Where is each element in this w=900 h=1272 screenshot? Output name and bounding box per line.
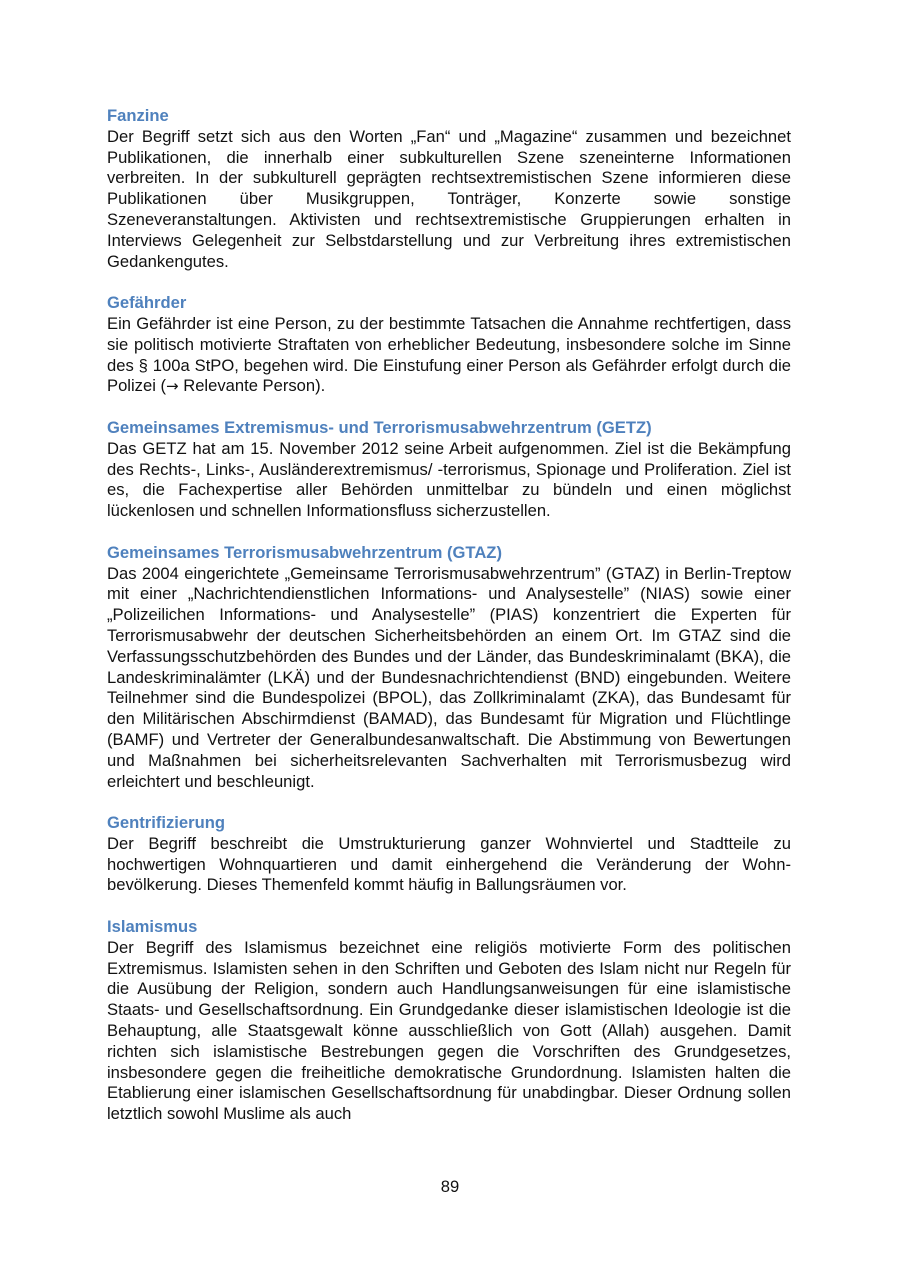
entry-text <box>107 314 791 397</box>
arrow-right-icon: → <box>166 377 179 396</box>
glossary-entry-fanzine <box>107 106 791 272</box>
entry-heading: Gemeinsames Terrorismusabwehrzentrum (GTAZ) <box>107 542 502 562</box>
entry-heading: Gentrifizierung <box>107 813 226 833</box>
glossary-entry-gefaehrder <box>107 293 791 397</box>
glossary-entry-islamismus <box>107 917 791 1125</box>
entry-text: Das GETZ hat am 15. November 2012 seine Arbeit aufgenommen. Ziel ist die Bekämpfung des Rechts-, Links-, Ausländerextremismus/ -terrorismus, Spionage und Proliferation. Ziel ist es, die Fachexpertise aller Behörden unmittelbar zu bündeln und einen möglichst lückenlosen und schnellen Informationsfluss sicherzustellen. <box>107 438 791 521</box>
entry-text-part: Ein Gefährder ist eine Person, zu der bestimmte Tatsachen die Annahme rechtfertigen, dass sie politisch motivierte Straftaten von erheblicher Bedeutung, insbesondere solche im Sinne des § 100a StPO, begehen wird. Die Einstufung einer Person als Gefährder erfolgt durch die Polizei ( <box>107 313 791 396</box>
entry-heading: Gefährder <box>107 293 187 313</box>
cross-reference-text: Relevante Person). <box>178 376 326 396</box>
entry-text: Das 2004 eingerichtete „Gemeinsame Terrorismusabwehrzentrum” (GTAZ) in Berlin-Treptow mit einer „Nachrichtendienstlichen Informations- und Analysestelle” (NIAS) sowie einer „Polizeilichen Informations- und Analysestelle” (PIAS) konzentriert die Experten für Terrorismusabwehr der deutschen Sicherheitsbehörden an einem Ort. Im GTAZ sind die Verfassungsschutzbehörden des Bundes und der Länder, das Bundeskriminalamt (BKA), die Landeskriminalämter (LKÄ) und der Bundesnachrichtendienst (BND) eingebunden. Weitere Teilnehmer sind die Bundespolizei (BPOL), das Zollkriminalamt (ZKA), das Bundesamt für den Militärischen Abschirmdienst (BAMAD), das Bundesamt für Migration und Flüchtlinge (BAMF) und Vertreter der Generalbundesanwaltschaft. Die Abstimmung von Bewertungen und Maßnahmen bei sicherheitsrelevanten Sachverhalten mit Terrorismusbezug wird erleichtert und beschleunigt. <box>107 563 791 791</box>
page-number: 89 <box>440 1177 460 1196</box>
glossary-content <box>107 106 791 1146</box>
glossary-entry-gtaz <box>107 543 791 793</box>
glossary-entry-getz <box>107 418 791 522</box>
entry-text: Der Begriff des Islamismus bezeichnet eine religiös motivierte Form des politischen Extremismus. Islamisten sehen in den Schriften und Geboten des Islam nicht nur Regeln für die Ausübung der Religion, sondern auch Handlungsanweisungen für eine islamistische Staats- und Gesellschaftsordnung. Ein Grundgedanke dieser islamistischen Ideologie ist die Behauptung, alle Staatsgewalt könne ausschließlich von Gott (Allah) ausgehen. Damit richten sich islamistische Bestrebungen gegen die Vorschriften des Grundgesetzes, insbesondere gegen die freiheitliche demokratische Grundordnung. Islamisten halten die Etablierung einer islamischen Gesellschaftsordnung für unabdingbar. Dieser Ordnung sollen letztlich sowohl Muslime als auch <box>107 937 791 1124</box>
entry-text: Der Begriff beschreibt die Umstrukturierung ganzer Wohnviertel und Stadtteile zu hochwertigen Wohnquartieren und damit einhergehend die Veränderung der Wohnbevölkerung. Dieses Themenfeld kommt häufig in Ballungsräumen vor. <box>107 833 791 895</box>
entry-text: Der Begriff setzt sich aus den Worten „Fan“ und „Magazine“ zusammen und bezeichnet Publikationen, die innerhalb einer subkulturellen Szene szeneinterne Informationen verbreiten. In der subkulturell geprägten rechtsextremistischen Szene informieren diese Publikationen über Musikgruppen, Tonträger, Konzerte sowie sonstige Szeneveranstaltungen. Aktivisten und rechtsextremistische Gruppierungen erhalten in Interviews Gelegenheit zur Selbstdarstellung und zur Verbreitung ihres extremistischen Gedankengutes. <box>107 126 791 271</box>
entry-heading: Fanzine <box>107 106 169 125</box>
glossary-entry-gentrifizierung <box>107 813 791 896</box>
entry-heading: Islamismus <box>107 917 198 937</box>
entry-heading: Gemeinsames Extremismus- und Terrorismusabwehrzentrum (GETZ) <box>107 417 652 437</box>
